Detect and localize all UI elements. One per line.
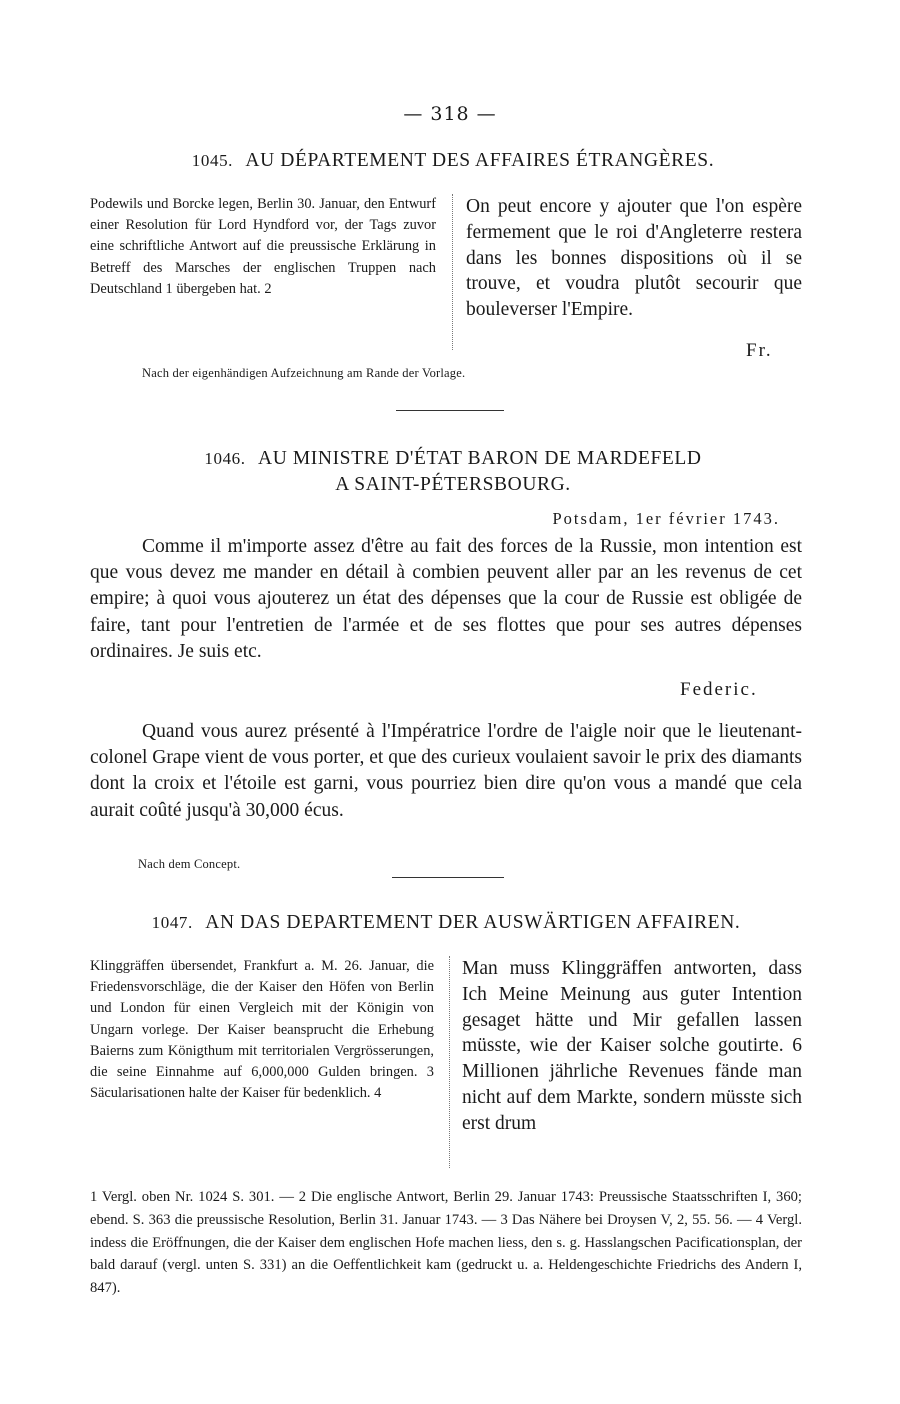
letter-1045-source: Nach der eigenhändigen Aufzeichnung am Rande der Vorlage. [142, 366, 466, 380]
letter-1047-summary-text: Klinggräffen übersendet, Frankfurt a. M. 26. Januar, die Friedensvorschläge, die der Kaiser den Höfen von Berlin und London für einen Vergleich mit der Königin von Ungarn vorlege. Der Kaiser beansprucht die Erhebung Baierns zum Königthum mit territorialen Vergrösserungen, die seine Einnahme auf 6,000,000 Gulden bringen. 3 Säcularisationen halte der Kaiser für bedenklich. 4 [90, 958, 434, 1102]
letter-1046-source: Nach dem Concept. [138, 857, 241, 871]
letter-1046-title-line2: A SAINT-PÉTERSBOURG. [335, 474, 571, 495]
letter-1045-reply [466, 194, 802, 323]
letter-1045-reply-text: On peut encore y ajouter que l'on espère fermement que le roi d'Angleterre restera dans les bonnes dispositions où il se trouve, et voudra plutôt secourir que bouleverser l'Empire. [466, 196, 802, 321]
column-separator [449, 956, 450, 1168]
section-rule [392, 877, 504, 878]
letter-1045-heading [118, 150, 788, 172]
letter-1046-heading [118, 446, 788, 498]
letter-1045-number: 1045. [191, 151, 234, 170]
letter-1046-number: 1046. [204, 449, 246, 468]
letter-1046-paragraph-2: Quand vous aurez présenté à l'Impératrice l'ordre de l'aigle noir que le lieutenant-colonel Grape vient de vous porter, et que des curieux voulaient savoir le prix des diamants dont la croix et l'étoile est garni, vous pourriez bien dire qu'on vous a mandé que cela aurait coûté jusqu'à 30,000 écus. [90, 721, 802, 821]
section-rule [396, 410, 504, 411]
letter-1047-reply [462, 956, 802, 1137]
letter-1045-signature: Fr. [746, 340, 773, 361]
letter-1047-reply-text: Man muss Klinggräffen antworten, dass Ich Meine Meinung aus guter Intention gesaget hätte und Mir gefallen lassen müsste, wie der Kaiser solche goutirte. 6 Millionen jährliche Revenues fände man nicht auf dem Markte, sondern müsste sich erst drum [462, 958, 802, 1134]
column-separator [452, 194, 453, 350]
letter-1046-dateline: Potsdam, 1er février 1743. [552, 509, 780, 528]
footnotes-text: 1 Vergl. oben Nr. 1024 S. 301. — 2 Die englische Antwort, Berlin 29. Januar 1743: Preussische Staatsschriften I, 360; ebend. S. 363 die preussische Resolution, Berlin 31. Januar 1743. — 3 Das Nähere bei Droysen V, 2, 55. 56. — 4 Vergl. indess die Eröffnungen, die der Kaiser dem englischen Hofe machen liess, den s. g. Hasslangschen Pacificationsplan, der bald darauf (vergl. unten S. 331) an die Oeffentlichkeit kam (gedruckt u. a. Heldengeschichte Friedrichs des Andern I, 847). [90, 1189, 802, 1297]
letter-1045-summary [90, 194, 436, 300]
letter-1047-heading [90, 912, 802, 934]
letter-1046-body [90, 534, 802, 665]
footnotes [90, 1186, 802, 1300]
letter-1045-summary-text: Podewils und Borcke legen, Berlin 30. Januar, den Entwurf einer Resolution für Lord Hyndford vor, der Tags zuvor eine schriftliche Antwort auf die preussische Erklärung in Betreff des Marsches der englischen Truppen nach Deutschland 1 übergeben hat. 2 [90, 196, 436, 297]
letter-1046-title-line1: AU MINISTRE D'ÉTAT BARON DE MARDEFELD [258, 448, 702, 469]
letter-1047-number: 1047. [151, 913, 193, 932]
letter-1046-signature: Federic. [680, 679, 758, 700]
letter-1047-summary [90, 956, 434, 1104]
letter-1046-paragraph-1: Comme il m'importe assez d'être au fait des forces de la Russie, mon intention est que vous devez me mander en détail à combien peuvent aller par an les revenus de cet empire; à quoi vous ajouterez un état des dépenses que la cour de Russie est obligée de faire, tant pour l'entretien de l'armée et de ses flottes que pour ses autres dépenses ordinaires. Je suis etc. [90, 536, 802, 662]
letter-1047-title: AN DAS DEPARTEMENT DER AUSWÄRTIGEN AFFAIREN. [205, 912, 741, 933]
letter-1045-title: AU DÉPARTEMENT DES AFFAIRES ÉTRANGÈRES. [245, 150, 715, 171]
letter-1046-postscript [90, 719, 802, 824]
page-number: — 318 — [403, 103, 497, 125]
